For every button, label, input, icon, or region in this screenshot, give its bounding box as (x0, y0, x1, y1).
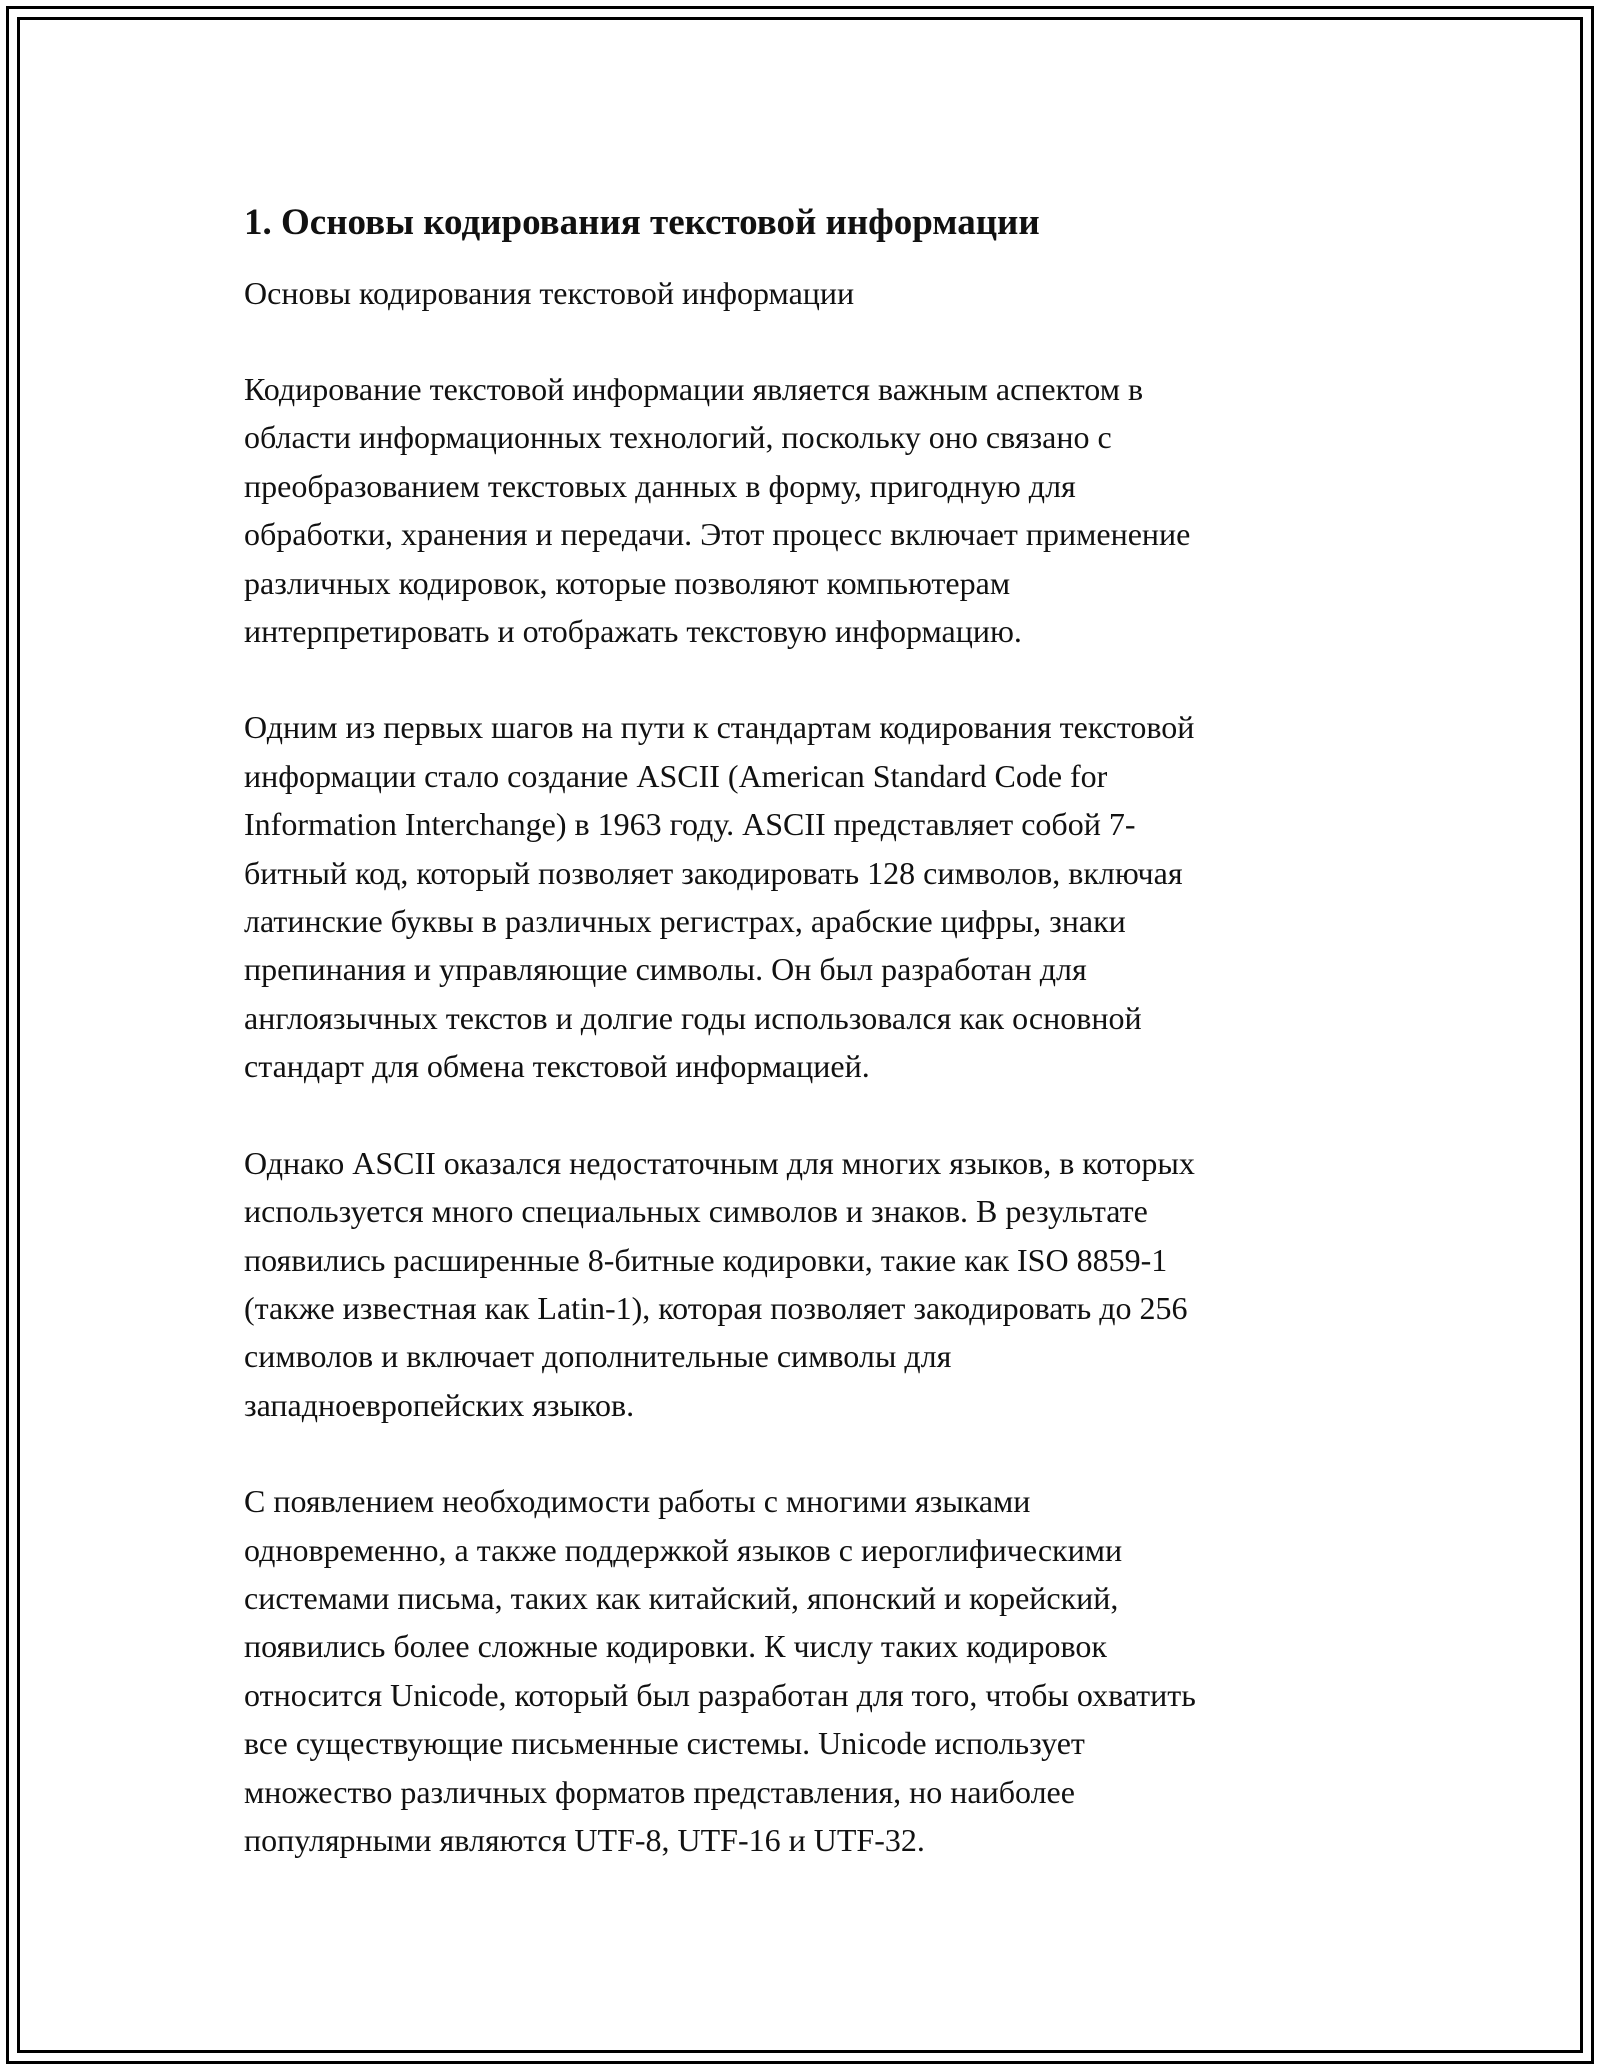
section-heading: 1. Основы кодирования текстовой информации (244, 202, 1040, 243)
page-frame (6, 6, 1594, 2064)
section-subtitle: Основы кодирования текстовой информации (244, 275, 855, 311)
document-body (244, 195, 1384, 1864)
paragraph-4: С появлением необходимости работы с многими языками одновременно, а также поддержкой языков с иероглифическими системами письма, таких как китайский, японский и корейский, появились более сложные кодировки. К числу таких кодировок относится Unicode, который был разработан для того, чтобы охватить все существующие письменные системы. Unicode использует множество различных форматов представления, но наиболее популярными являются UTF-8, UTF-16 и UTF-32. (244, 1483, 1196, 1858)
paragraph-2: Одним из первых шагов на пути к стандартам кодирования текстовой информации стало создание ASCII (American Standard Code for Information Interchange) в 1963 году. ASCII представляет собой 7- битный код, который позволяет закодировать 128 символов, включая латинские буквы в различных регистрах, арабские цифры, знаки препинания и управляющие символы. Он был разработан для англоязычных текстов и долгие годы использовался как основной стандарт для обмена текстовой информацией. (244, 709, 1195, 1085)
paragraph-3: Однако ASCII оказался недостаточным для многих языков, в которых используется много специальных символов и знаков. В результате появились расширенные 8-битные кодировки, такие как ISO 8859-1 (также известная как Latin-1), которая позволяет закодировать до 256 символов и включает дополнительные символы для западноевропейских языков. (244, 1144, 1195, 1423)
paragraph-1: Кодирование текстовой информации является важным аспектом в области информационных технологий, поскольку оно связано с преобразованием текстовых данных в форму, пригодную для обработки, хранения и передачи. Этот процесс включает применение различных кодировок, которые позволяют компьютерам интерпретировать и отображать текстовую информацию. (244, 371, 1191, 650)
